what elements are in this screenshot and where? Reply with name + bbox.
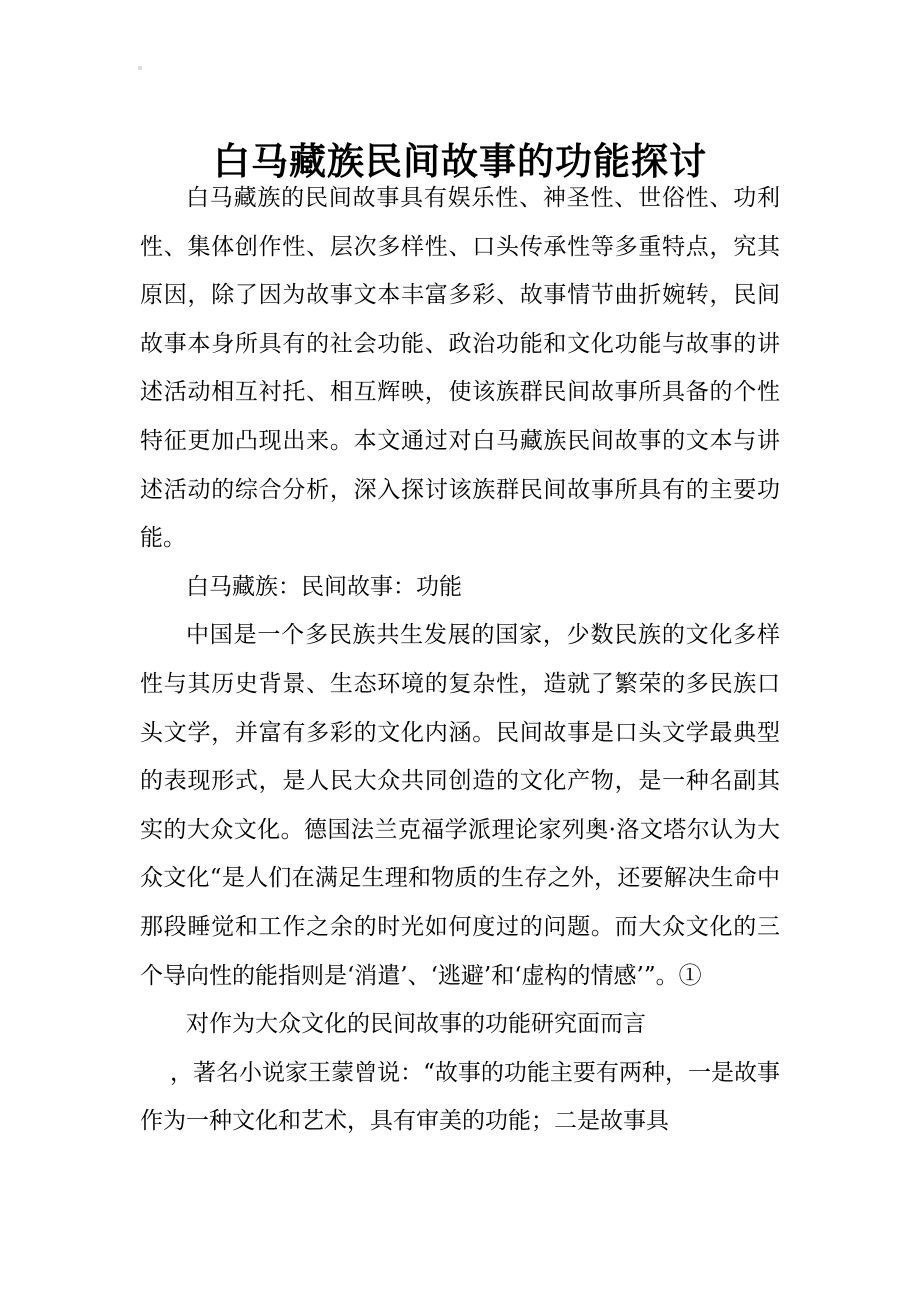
keywords-paragraph: 白马藏族：民间故事：功能 bbox=[186, 573, 462, 600]
abstract-paragraph: 白马藏族的民间故事具有娱乐性、神圣性、世俗性、功利性、集体创作性、层次多样性、口头传承性等多重特点，究其原因，除了因为故事文本丰富多彩、故事情节曲折婉转，民间故事本身所具有的社会功能、政治功能和文化功能与故事的讲述活动相互衬托、相互辉映，使该族群民间故事所具备的个性特征更加凸现出来。本文通过对白马藏族民间故事的文本与讲述活动的综合分析，深入探讨该族群民间故事所具有的主要功能。 bbox=[140, 185, 780, 552]
scan-speck bbox=[138, 66, 142, 70]
wangmeng-quote-paragraph: ，著名小说家王蒙曾说：“故事的功能主要有两种，一是故事作为一种文化和艺术，具有审美的功能；二是故事具 bbox=[140, 1059, 780, 1135]
document-title: 白马藏族民间故事的功能探讨 bbox=[213, 138, 707, 183]
intro-paragraph: 中国是一个多民族共生发展的国家，少数民族的文化多样性与其历史背景、生态环境的复杂性，造就了繁荣的多民族口头文学，并富有多彩的文化内涵。民间故事是口头文学最典型的表现形式，是人民大众共同创造的文化产物，是一种名副其实的大众文化。德国法兰克福学派理论家列奥·洛文塔尔认为大众文化“是人们在满足生理和物质的生存之外，还要解决生命中那段睡觉和工作之余的时光如何度过的问题。而大众文化的三个导向性的能指则是‘消遣’、‘逃避’和‘虚构的情感’”。① bbox=[140, 622, 780, 989]
function-study-paragraph: 对作为大众文化的民间故事的功能研究面而言 bbox=[186, 1011, 646, 1038]
document-body bbox=[140, 174, 780, 1146]
